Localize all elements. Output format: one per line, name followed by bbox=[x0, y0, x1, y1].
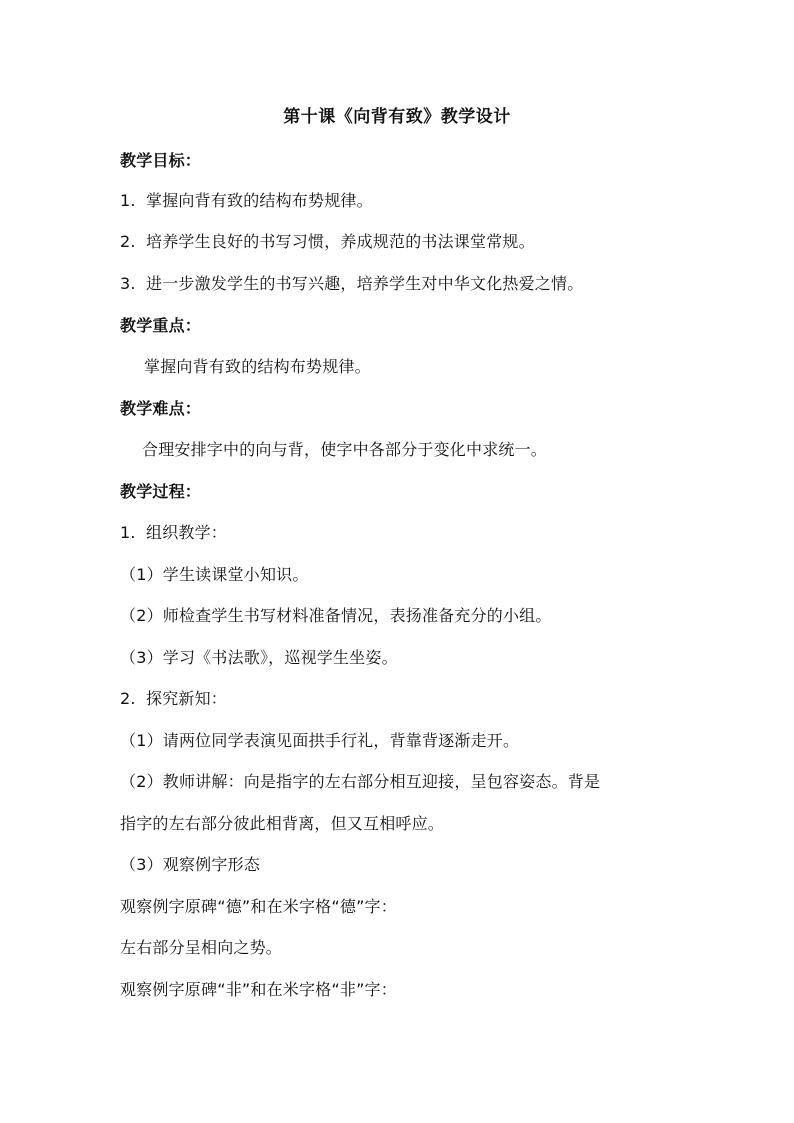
list-number: 1. bbox=[120, 191, 136, 210]
key-point-text: 掌握向背有致的结构布势规律。 bbox=[144, 357, 371, 376]
process-section-2 bbox=[120, 688, 227, 710]
list-number: 3. bbox=[120, 274, 136, 293]
process-1-item-1: （1）学生读课堂小知识。 bbox=[120, 565, 309, 584]
section-title: 探究新知： bbox=[146, 689, 228, 708]
objectives-heading: 教学目标： bbox=[120, 151, 202, 170]
process-section-1 bbox=[120, 522, 227, 544]
list-number: 2. bbox=[120, 232, 136, 251]
process-2-item-3: （3）观察例字形态 bbox=[120, 855, 260, 874]
objective-item-1 bbox=[120, 190, 373, 212]
section-title: 组织教学： bbox=[146, 523, 228, 542]
objective-text: 培养学生良好的书写习惯，养成规范的书法课堂常规。 bbox=[146, 232, 535, 251]
observation-1: 观察例字原碑“德”和在米字格“德”字： bbox=[120, 897, 397, 916]
objective-item-3 bbox=[120, 273, 583, 295]
process-2-item-2-line-1: （2）教师讲解：向是指字的左右部分相互迎接，呈包容姿态。背是 bbox=[120, 772, 601, 791]
process-1-item-3: （3）学习《书法歌》，巡视学生坐姿。 bbox=[120, 648, 398, 667]
difficulty-heading: 教学难点： bbox=[120, 399, 202, 418]
list-number: 1. bbox=[120, 523, 136, 542]
key-point-heading: 教学重点： bbox=[120, 316, 202, 335]
objective-item-2 bbox=[120, 231, 535, 253]
observation-1-result: 左右部分呈相向之势。 bbox=[120, 938, 283, 957]
difficulty-text: 合理安排字中的向与背，使字中各部分于变化中求统一。 bbox=[142, 440, 548, 459]
observation-2: 观察例字原碑“非”和在米字格“非”字： bbox=[120, 980, 397, 999]
process-2-item-1: （1）请两位同学表演见面拱手行礼，背靠背逐渐走开。 bbox=[120, 731, 520, 750]
document-title: 第十课《向背有致》教学设计 bbox=[283, 107, 511, 127]
process-2-item-2-line-2: 指字的左右部分彼此相背离，但又互相呼应。 bbox=[120, 814, 445, 833]
process-1-item-2: （2）师检查学生书写材料准备情况，表扬准备充分的小组。 bbox=[120, 606, 552, 625]
list-number: 2. bbox=[120, 689, 136, 708]
objective-text: 掌握向背有致的结构布势规律。 bbox=[146, 191, 373, 210]
process-heading: 教学过程： bbox=[120, 482, 202, 501]
objective-text: 进一步激发学生的书写兴趣，培养学生对中华文化热爱之情。 bbox=[146, 274, 584, 293]
